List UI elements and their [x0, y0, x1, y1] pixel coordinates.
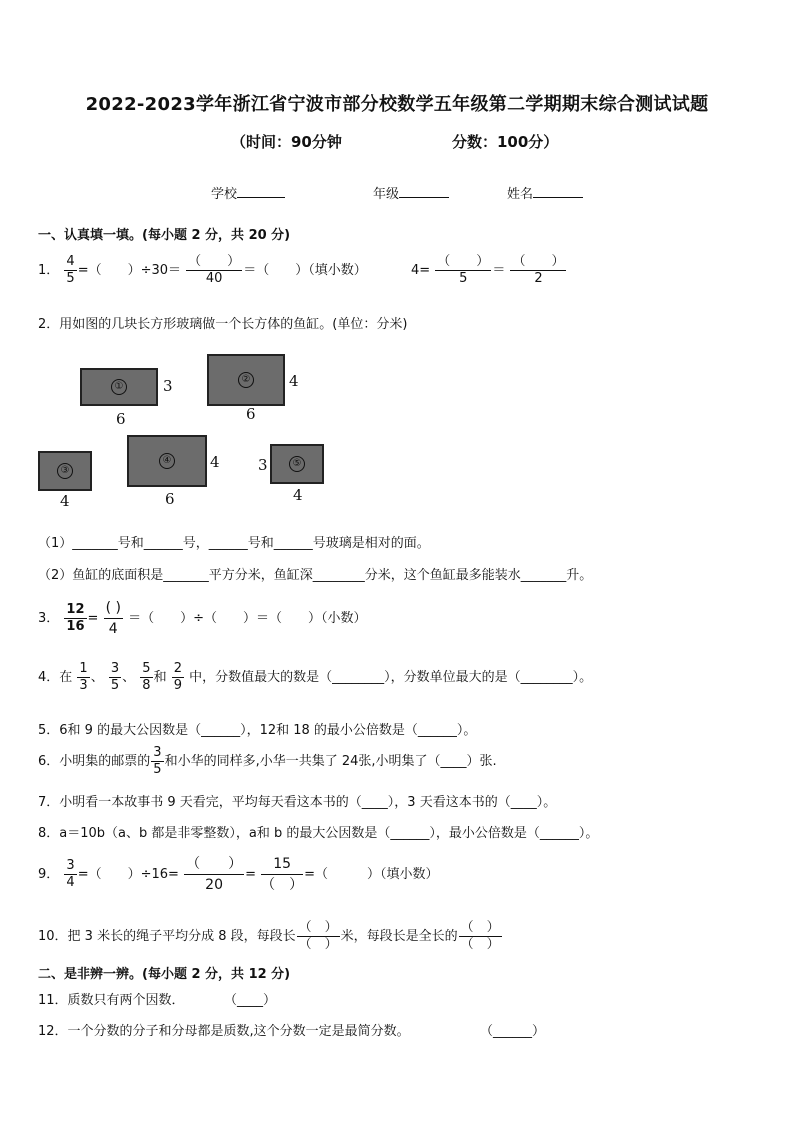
q9-equals: = — [245, 867, 256, 882]
school-label: 学校 — [211, 187, 238, 202]
school-blank[interactable] — [237, 197, 285, 198]
name-blank[interactable] — [533, 197, 583, 198]
panel-2-height: 4 — [289, 372, 299, 390]
q4-fraction-3: $\frac{5}{8}$ — [142, 661, 151, 693]
question-12: 12．一个分数的分子和分母都是质数,这个分数一定是最简分数。 — [38, 1024, 410, 1039]
q1-fraction-1: $\frac{4}{5}$ — [66, 254, 75, 286]
question-11: 11．质数只有两个因数． — [38, 993, 185, 1008]
section-1-title: 一、认真填一填。(每小题 2 分，共 20 分) — [38, 228, 291, 243]
panel-4-width: 6 — [165, 490, 175, 508]
panel-1-height: 3 — [163, 377, 173, 395]
panel-2-label: ② — [238, 372, 254, 388]
q6-prefix: 6．小明集的邮票的 — [38, 754, 151, 769]
question-10 — [38, 920, 503, 953]
panel-4-height: 4 — [210, 453, 220, 471]
total-score: 分数：100分） — [452, 133, 559, 151]
q3-fraction-2: $\frac{( )}{4}$ — [105, 600, 121, 637]
q10-fraction-2: $\frac{( )}{( )}$ — [460, 920, 500, 952]
glass-panel-3 — [38, 451, 92, 491]
q3-prefix: 3． — [38, 611, 60, 626]
question-1 — [38, 254, 567, 287]
q3-fraction-1: $\frac{12}{16}$ — [66, 602, 85, 634]
panel-5-width: 4 — [293, 486, 303, 504]
q2-sub-2: （2）鱼缸的底面积是_______平方分米，鱼缸深________分米，这个鱼缸最多能装水_______升。 — [38, 568, 593, 583]
q10-fraction-1: $\frac{( )}{( )}$ — [298, 920, 338, 952]
q6-rest: 和小华的同样多,小华一共集了 24张,小明集了（____）张. — [164, 754, 497, 769]
q1-equals: ＝ — [492, 263, 506, 278]
q11-answer[interactable]: （____） — [224, 993, 277, 1008]
question-3 — [38, 598, 366, 639]
q9-prefix: 9． — [38, 867, 60, 882]
q1-part-a: =（ ）÷30＝ — [77, 263, 182, 278]
q9-part-a: =（ ）÷16= — [77, 867, 179, 882]
q4-fraction-4: $\frac{2}{9}$ — [173, 661, 183, 693]
q1-prefix: 1． — [38, 263, 60, 278]
question-5: 5．6和 9 的最大公因数是（______），12和 18 的最小公倍数是（______）。 — [38, 723, 477, 738]
q9-part-b: =（ ）（填小数） — [304, 867, 439, 882]
panel-2-width: 6 — [246, 405, 256, 423]
panel-3-width: 4 — [60, 492, 70, 510]
q4-rest: 中，分数值最大的数是（________），分数单位最大的是（________）。 — [189, 670, 593, 685]
question-2: 2．用如图的几块长方形玻璃做一个长方体的鱼缸。(单位：分米) — [38, 317, 408, 332]
name-label: 姓名 — [507, 187, 534, 202]
q4-sep-3: 和 — [153, 670, 167, 685]
glass-panel-5 — [270, 444, 324, 484]
glass-panel-2 — [207, 354, 285, 406]
page-title: 2022-2023学年浙江省宁波市部分校数学五年级第二学期期末综合测试试题 — [85, 94, 709, 115]
panel-1-width: 6 — [116, 410, 126, 428]
q3-equals: = — [87, 611, 99, 626]
section-2-title: 二、是非辨一辨。(每小题 2 分，共 12 分) — [38, 967, 291, 982]
q12-answer[interactable]: （______） — [480, 1024, 546, 1039]
glass-panel-1 — [80, 368, 158, 406]
glass-panel-4 — [127, 435, 207, 487]
q1-part-c: 4= — [410, 263, 431, 278]
q9-fraction-3: $\frac{15}{( )}$ — [261, 856, 304, 893]
name-field — [507, 183, 583, 202]
time-limit: （时间：90分钟 — [231, 133, 342, 151]
grade-field — [373, 183, 449, 202]
q10-prefix: 10．把 3 米长的绳子平均分成 8 段，每段长 — [38, 929, 296, 944]
q1-fraction-4: $\frac{( )}{2}$ — [512, 254, 565, 286]
panel-1-label: ① — [111, 379, 127, 395]
q3-rest: ＝（ ）÷（ ）＝（ ）（小数） — [128, 611, 367, 626]
q1-fraction-2: $\frac{( )}{40}$ — [188, 254, 241, 286]
q9-fraction-1: $\frac{3}{4}$ — [66, 858, 75, 890]
q1-fraction-3: $\frac{( )}{5}$ — [437, 254, 490, 286]
q4-prefix: 4．在 — [38, 670, 73, 685]
grade-blank[interactable] — [399, 197, 449, 198]
grade-label: 年级 — [373, 187, 400, 202]
question-9 — [38, 854, 439, 895]
q2-sub-1: （1）_______号和______号，______号和______号玻璃是相对的面。 — [38, 536, 430, 551]
q4-fraction-2: $\frac{3}{5}$ — [110, 661, 120, 693]
question-7: 7．小明看一本故事书 9 天看完，平均每天看这本书的（____），3 天看这本书的（____）。 — [38, 795, 557, 810]
q1-part-b: ＝（ ）（填小数） — [243, 263, 367, 278]
q9-fraction-2: $\frac{( )}{20}$ — [186, 856, 243, 893]
q10-mid: 米，每段长是全长的 — [340, 929, 458, 944]
panel-3-label: ③ — [57, 463, 73, 479]
question-6 — [38, 745, 497, 778]
panel-4-label: ④ — [159, 453, 175, 469]
question-4 — [38, 661, 592, 694]
q4-sep-2: 、 — [122, 670, 136, 685]
panel-5-label: ⑤ — [289, 456, 305, 472]
q6-fraction: $\frac{3}{5}$ — [153, 745, 162, 777]
school-field — [211, 183, 285, 202]
question-8: 8．a＝10b（a、b 都是非零整数），a和 b 的最大公因数是（______），最小公倍数是（______）。 — [38, 826, 599, 841]
q4-sep-1: 、 — [90, 670, 104, 685]
q4-fraction-1: $\frac{1}{3}$ — [79, 661, 88, 693]
panel-5-height: 3 — [258, 456, 268, 474]
